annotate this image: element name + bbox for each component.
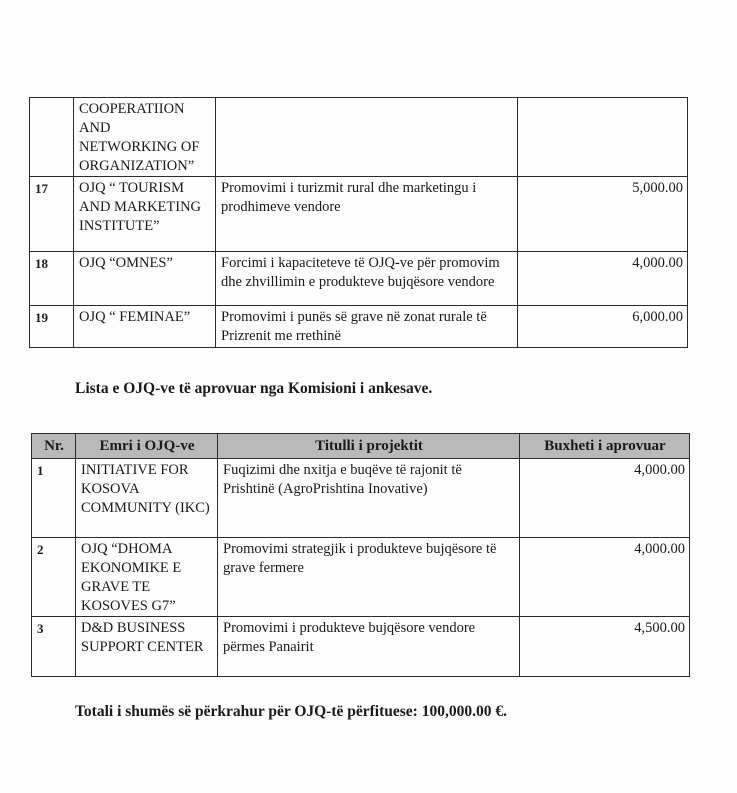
ngo-name: OJQ “ TOURISM AND MARKETING INSTITUTE” — [74, 177, 216, 252]
project-title — [216, 98, 518, 177]
table-row — [30, 98, 688, 177]
table-row — [30, 306, 688, 348]
row-number: 2 — [32, 538, 76, 617]
approved-budget: 4,500.00 — [520, 617, 690, 677]
row-number: 3 — [32, 617, 76, 677]
project-title: Promovimi i produkteve bujqësore vendore përmes Panairit — [218, 617, 520, 677]
row-number: 17 — [30, 177, 74, 252]
approved-budget: 4,000.00 — [520, 459, 690, 538]
ngo-name: OJQ “ FEMINAE” — [74, 306, 216, 348]
approved-budget: 4,000.00 — [518, 252, 688, 306]
table-row — [30, 252, 688, 306]
row-number: 1 — [32, 459, 76, 538]
table-row — [32, 617, 690, 677]
ngo-name: D&D BUSINESS SUPPORT CENTER — [76, 617, 218, 677]
ngo-name: OJQ “DHOMA EKONOMIKE E GRAVE TE KOSOVES G7” — [76, 538, 218, 617]
approved-budget: 4,000.00 — [520, 538, 690, 617]
header-ngo-name: Emri i OJQ-ve — [76, 434, 218, 459]
approved-budget — [518, 98, 688, 177]
project-title: Forcimi i kapaciteteve të OJQ-ve për promovim dhe zhvillimin e produkteve bujqësore vendore — [216, 252, 518, 306]
row-number: 18 — [30, 252, 74, 306]
project-title: Promovimi i turizmit rural dhe marketingu i prodhimeve vendore — [216, 177, 518, 252]
ngo-name: INITIATIVE FOR KOSOVA COMMUNITY (IKC) — [76, 459, 218, 538]
ngo-table-continued — [29, 97, 688, 348]
ngo-name: COOPERATIION AND NETWORKING OF ORGANIZATION” — [74, 98, 216, 177]
project-title: Promovimi strategjik i produkteve bujqësore të grave fermere — [218, 538, 520, 617]
header-approved-budget: Buxheti i aprovuar — [520, 434, 690, 459]
total-amount-line: Totali i shumës së përkrahur për OJQ-të përfituese: 100,000.00 €. — [75, 703, 507, 720]
section-heading: Lista e OJQ-ve të aprovuar nga Komisioni i ankesave. — [75, 380, 433, 397]
row-number — [30, 98, 74, 177]
table-row — [32, 538, 690, 617]
table-row — [32, 459, 690, 538]
approved-budget: 5,000.00 — [518, 177, 688, 252]
table-header-row — [32, 434, 690, 459]
header-nr: Nr. — [32, 434, 76, 459]
row-number: 19 — [30, 306, 74, 348]
project-title: Fuqizimi dhe nxitja e buqëve të rajonit të Prishtinë (AgroPrishtina Inovative) — [218, 459, 520, 538]
header-project-title: Titulli i projektit — [218, 434, 520, 459]
project-title: Promovimi i punës së grave në zonat rurale të Prizrenit me rrethinë — [216, 306, 518, 348]
ngo-name: OJQ “OMNES” — [74, 252, 216, 306]
table-row — [30, 177, 688, 252]
appeals-approved-ngo-table — [31, 433, 690, 677]
approved-budget: 6,000.00 — [518, 306, 688, 348]
